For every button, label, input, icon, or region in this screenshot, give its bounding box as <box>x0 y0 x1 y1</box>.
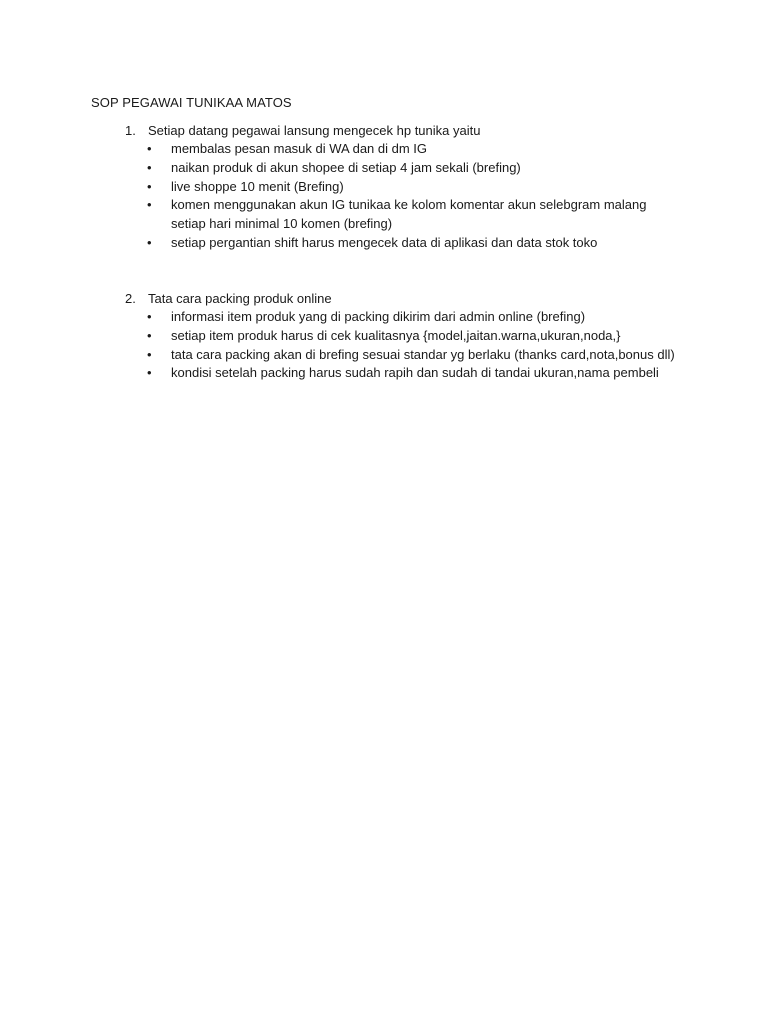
list-item-text: setiap pergantian shift harus mengecek data di aplikasi dan data stok toko <box>171 234 598 250</box>
list-item-text: informasi item produk yang di packing dikirim dari admin online (brefing) <box>171 309 586 324</box>
bullet-dot-icon: • <box>147 365 152 381</box>
list-item <box>125 327 681 346</box>
bullet-dot-icon: • <box>147 197 152 213</box>
list-item-text: naikan produk di akun shopee di setiap 4 jam sekali (brefing) <box>171 159 521 175</box>
list-item-text: membalas pesan masuk di WA dan di dm IG <box>171 141 428 156</box>
list-item <box>125 308 681 327</box>
section-2-heading-text: Tata cara packing produk online <box>148 291 332 306</box>
section-2-heading <box>125 290 685 308</box>
list-item-text: live shoppe 10 menit (Brefing) <box>171 178 344 194</box>
bullet-dot-icon: • <box>147 159 152 175</box>
section-2-list <box>125 308 685 383</box>
bullet-dot-icon: • <box>147 327 152 343</box>
list-item <box>125 178 681 197</box>
section-1-heading <box>125 122 685 140</box>
bullet-dot-icon: • <box>147 309 152 324</box>
section-1-number: 1. <box>125 123 136 138</box>
section-2-number: 2. <box>125 291 136 306</box>
list-item <box>125 234 681 253</box>
list-item <box>125 159 681 178</box>
list-item <box>125 364 681 383</box>
list-item-text: setiap item produk harus di cek kualitasnya {model,jaitan.warna,ukuran,noda,} <box>171 327 621 343</box>
list-item <box>125 346 681 365</box>
bullet-dot-icon: • <box>147 346 152 362</box>
list-item-text: komen menggunakan akun IG tunikaa ke kolom komentar akun selebgram malang setiap hari minimal 10 komen (brefing) <box>171 197 647 232</box>
list-item <box>125 140 681 159</box>
section-1-list <box>125 140 685 253</box>
section-2 <box>125 290 685 383</box>
list-item-text: kondisi setelah packing harus sudah rapih dan sudah di tandai ukuran,nama pembeli <box>171 365 659 381</box>
bullet-dot-icon: • <box>147 234 152 250</box>
document-title: SOP PEGAWAI TUNIKAA MATOS <box>91 95 292 110</box>
bullet-dot-icon: • <box>147 141 152 156</box>
section-1-heading-text: Setiap datang pegawai lansung mengecek hp tunika yaitu <box>148 123 481 138</box>
section-1 <box>125 122 685 253</box>
list-item-text: tata cara packing akan di brefing sesuai standar yg berlaku (thanks card,nota,bonus dll) <box>171 346 675 362</box>
list-item <box>125 196 681 234</box>
bullet-dot-icon: • <box>147 178 152 194</box>
